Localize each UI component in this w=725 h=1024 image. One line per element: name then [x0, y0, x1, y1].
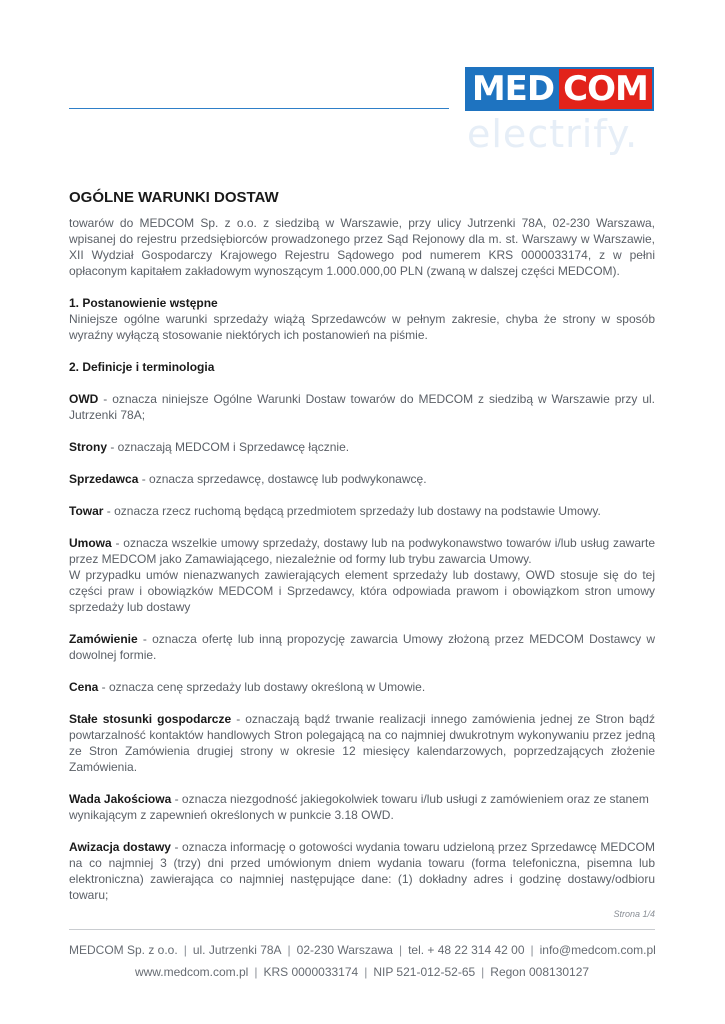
- definition-text: - oznaczają bądź trwanie realizacji innego zamówienia jednej ze Stron bądź powtarzalność kontaktów handlowych Stron polegającą na co najmniej dwukrotnym wykonywaniu przez jedną ze Stron Zamówienia drugiej strony w okresie 12 miesięcy kalendarzowych, poprzedzających złożenie Zamówienia.: [69, 712, 655, 774]
- footer-divider: [69, 929, 655, 930]
- definition-text: - oznacza ofertę lub inną propozycję zawarcia Umowy złożoną przez MEDCOM Dostawcy w dowolnej formie.: [69, 632, 655, 662]
- footer-separator: |: [530, 943, 534, 957]
- definition-strony: [69, 439, 655, 455]
- section-1-text: Niniejsze ogólne warunki sprzedaży wiążą Sprzedawców w pełnym zakresie, chyba że strony w sposób wyraźny wyłączą stosowanie niektórych ich postanowień na piśmie.: [69, 312, 655, 342]
- footer-separator: |: [481, 965, 485, 979]
- definition-term: Zamówienie: [69, 632, 138, 646]
- definition-text: - oznacza wszelkie umowy sprzedaży, dostawy lub na podwykonawstwo towarów i/lub usług zawarte przez MEDCOM jako Zamawiającego, niezależnie od formy lub trybu zawarcia Umowy.: [69, 536, 655, 566]
- footer-separator: |: [364, 965, 368, 979]
- footer-email-link[interactable]: info@medcom.com.pl: [539, 943, 656, 957]
- definition-cena: [69, 679, 655, 695]
- intro-paragraph: towarów do MEDCOM Sp. z o.o. z siedzibą w Warszawie, przy ulicy Jutrzenki 78A, 02-230 Warszawa, wpisanej do rejestru przedsiębiorców prowadzonego przez Sąd Rejonowy dla m. st. Warszawy w Warszawie, XII Wydział Gospodarczy Krajowego Rejestru Sądowego pod numerem KRS 0000033174, z w pełni opłaconym kapitałem zakładowym wynoszącym 1.000.000,00 PLN (zwaną w dalszej części MEDCOM).: [69, 216, 655, 278]
- definition-term: Sprzedawca: [69, 472, 139, 486]
- footer-city: 02-230 Warszawa: [296, 943, 393, 957]
- footer-company: MEDCOM Sp. z o.o.: [69, 943, 178, 957]
- header-divider: [69, 108, 449, 109]
- definition-text: - oznaczają MEDCOM i Sprzedawcę łącznie.: [107, 440, 350, 454]
- medcom-logo: [465, 67, 654, 161]
- definition-wada-jakosciowa: [69, 791, 655, 823]
- footer-krs: KRS 0000033174: [263, 965, 359, 979]
- definition-text: - oznacza niezgodność jakiegokolwiek towaru i/lub usługi z zamówieniem oraz ze stanem wynikającym z zapewnień określonych w punkcie 3.18 OWD.: [69, 792, 649, 822]
- footer-separator: |: [287, 943, 291, 957]
- logo-com: COM: [559, 69, 652, 109]
- definition-term: Strony: [69, 440, 108, 454]
- logo-tagline: electrify.: [467, 112, 639, 156]
- footer-website-link[interactable]: www.medcom.com.pl: [134, 965, 249, 979]
- definition-text: - oznacza informację o gotowości wydania towaru udzieloną przez Sprzedawcę MEDCOM na co najmniej 3 (trzy) dni przed umówionym dniem wydania towaru (forma telefoniczna, pisemna lub elektroniczna) zawierająca co najmniej następujące dane: (1) dokładny adres i godzinę dostawy/odbioru towaru;: [69, 840, 655, 902]
- definition-owd: [69, 391, 655, 423]
- definition-term: Cena: [69, 680, 99, 694]
- footer-nip: NIP 521-012-52-65: [373, 965, 476, 979]
- document-title: OGÓLNE WARUNKI DOSTAW: [69, 189, 279, 206]
- definition-text: - oznacza sprzedawcę, dostawcę lub podwykonawcę.: [138, 472, 427, 486]
- definition-text: - oznacza cenę sprzedaży lub dostawy określoną w Umowie.: [98, 680, 426, 694]
- definition-term: Umowa: [69, 536, 112, 550]
- footer-separator: |: [183, 943, 187, 957]
- footer-phone: tel. + 48 22 314 42 00: [408, 943, 525, 957]
- definition-text: - oznacza niniejsze Ogólne Warunki Dostaw towarów do MEDCOM z siedzibą w Warszawie przy ul. Jutrzenki 78A;: [69, 392, 655, 422]
- footer-regon: Regon 008130127: [490, 965, 590, 979]
- definition-term: Wada Jakościowa: [69, 792, 172, 806]
- definition-term: OWD: [69, 392, 99, 406]
- definition-text: - oznacza rzecz ruchomą będącą przedmiotem sprzedaży lub dostawy na podstawie Umowy.: [103, 504, 601, 518]
- footer-contact-line: [69, 943, 655, 957]
- definition-awizacja: [69, 839, 655, 903]
- logo-med: MED: [467, 69, 559, 109]
- definition-zamowienie: [69, 631, 655, 663]
- definition-sprzedawca: [69, 471, 655, 487]
- definition-term: Towar: [69, 504, 104, 518]
- definition-towar: [69, 503, 655, 519]
- definition-extra: W przypadku umów nienazwanych zawierających element sprzedaży lub dostawy, OWD stosuje się do tej części praw i obowiązków MEDCOM i Sprzedawcy, która odpowiada prawom i obowiązkom stron umowy sprzedaży lub dostawy: [69, 568, 655, 614]
- logo-wordmark: [465, 67, 654, 111]
- footer-separator: |: [398, 943, 403, 957]
- definition-term: Awizacja dostawy: [69, 840, 171, 854]
- page-number: Strona 1/4: [613, 909, 655, 919]
- definition-term: Stałe stosunki gospodarcze: [69, 712, 232, 726]
- definition-stale-stosunki: [69, 711, 655, 775]
- section-1-heading: 1. Postanowienie wstępne: [69, 296, 218, 310]
- footer-registry-line: [69, 965, 655, 979]
- footer-street: ul. Jutrzenki 78A: [192, 943, 282, 957]
- footer-separator: |: [254, 965, 258, 979]
- definition-umowa: [69, 535, 655, 615]
- section-2-heading: 2. Definicje i terminologia: [69, 360, 215, 374]
- document-body: [69, 215, 655, 919]
